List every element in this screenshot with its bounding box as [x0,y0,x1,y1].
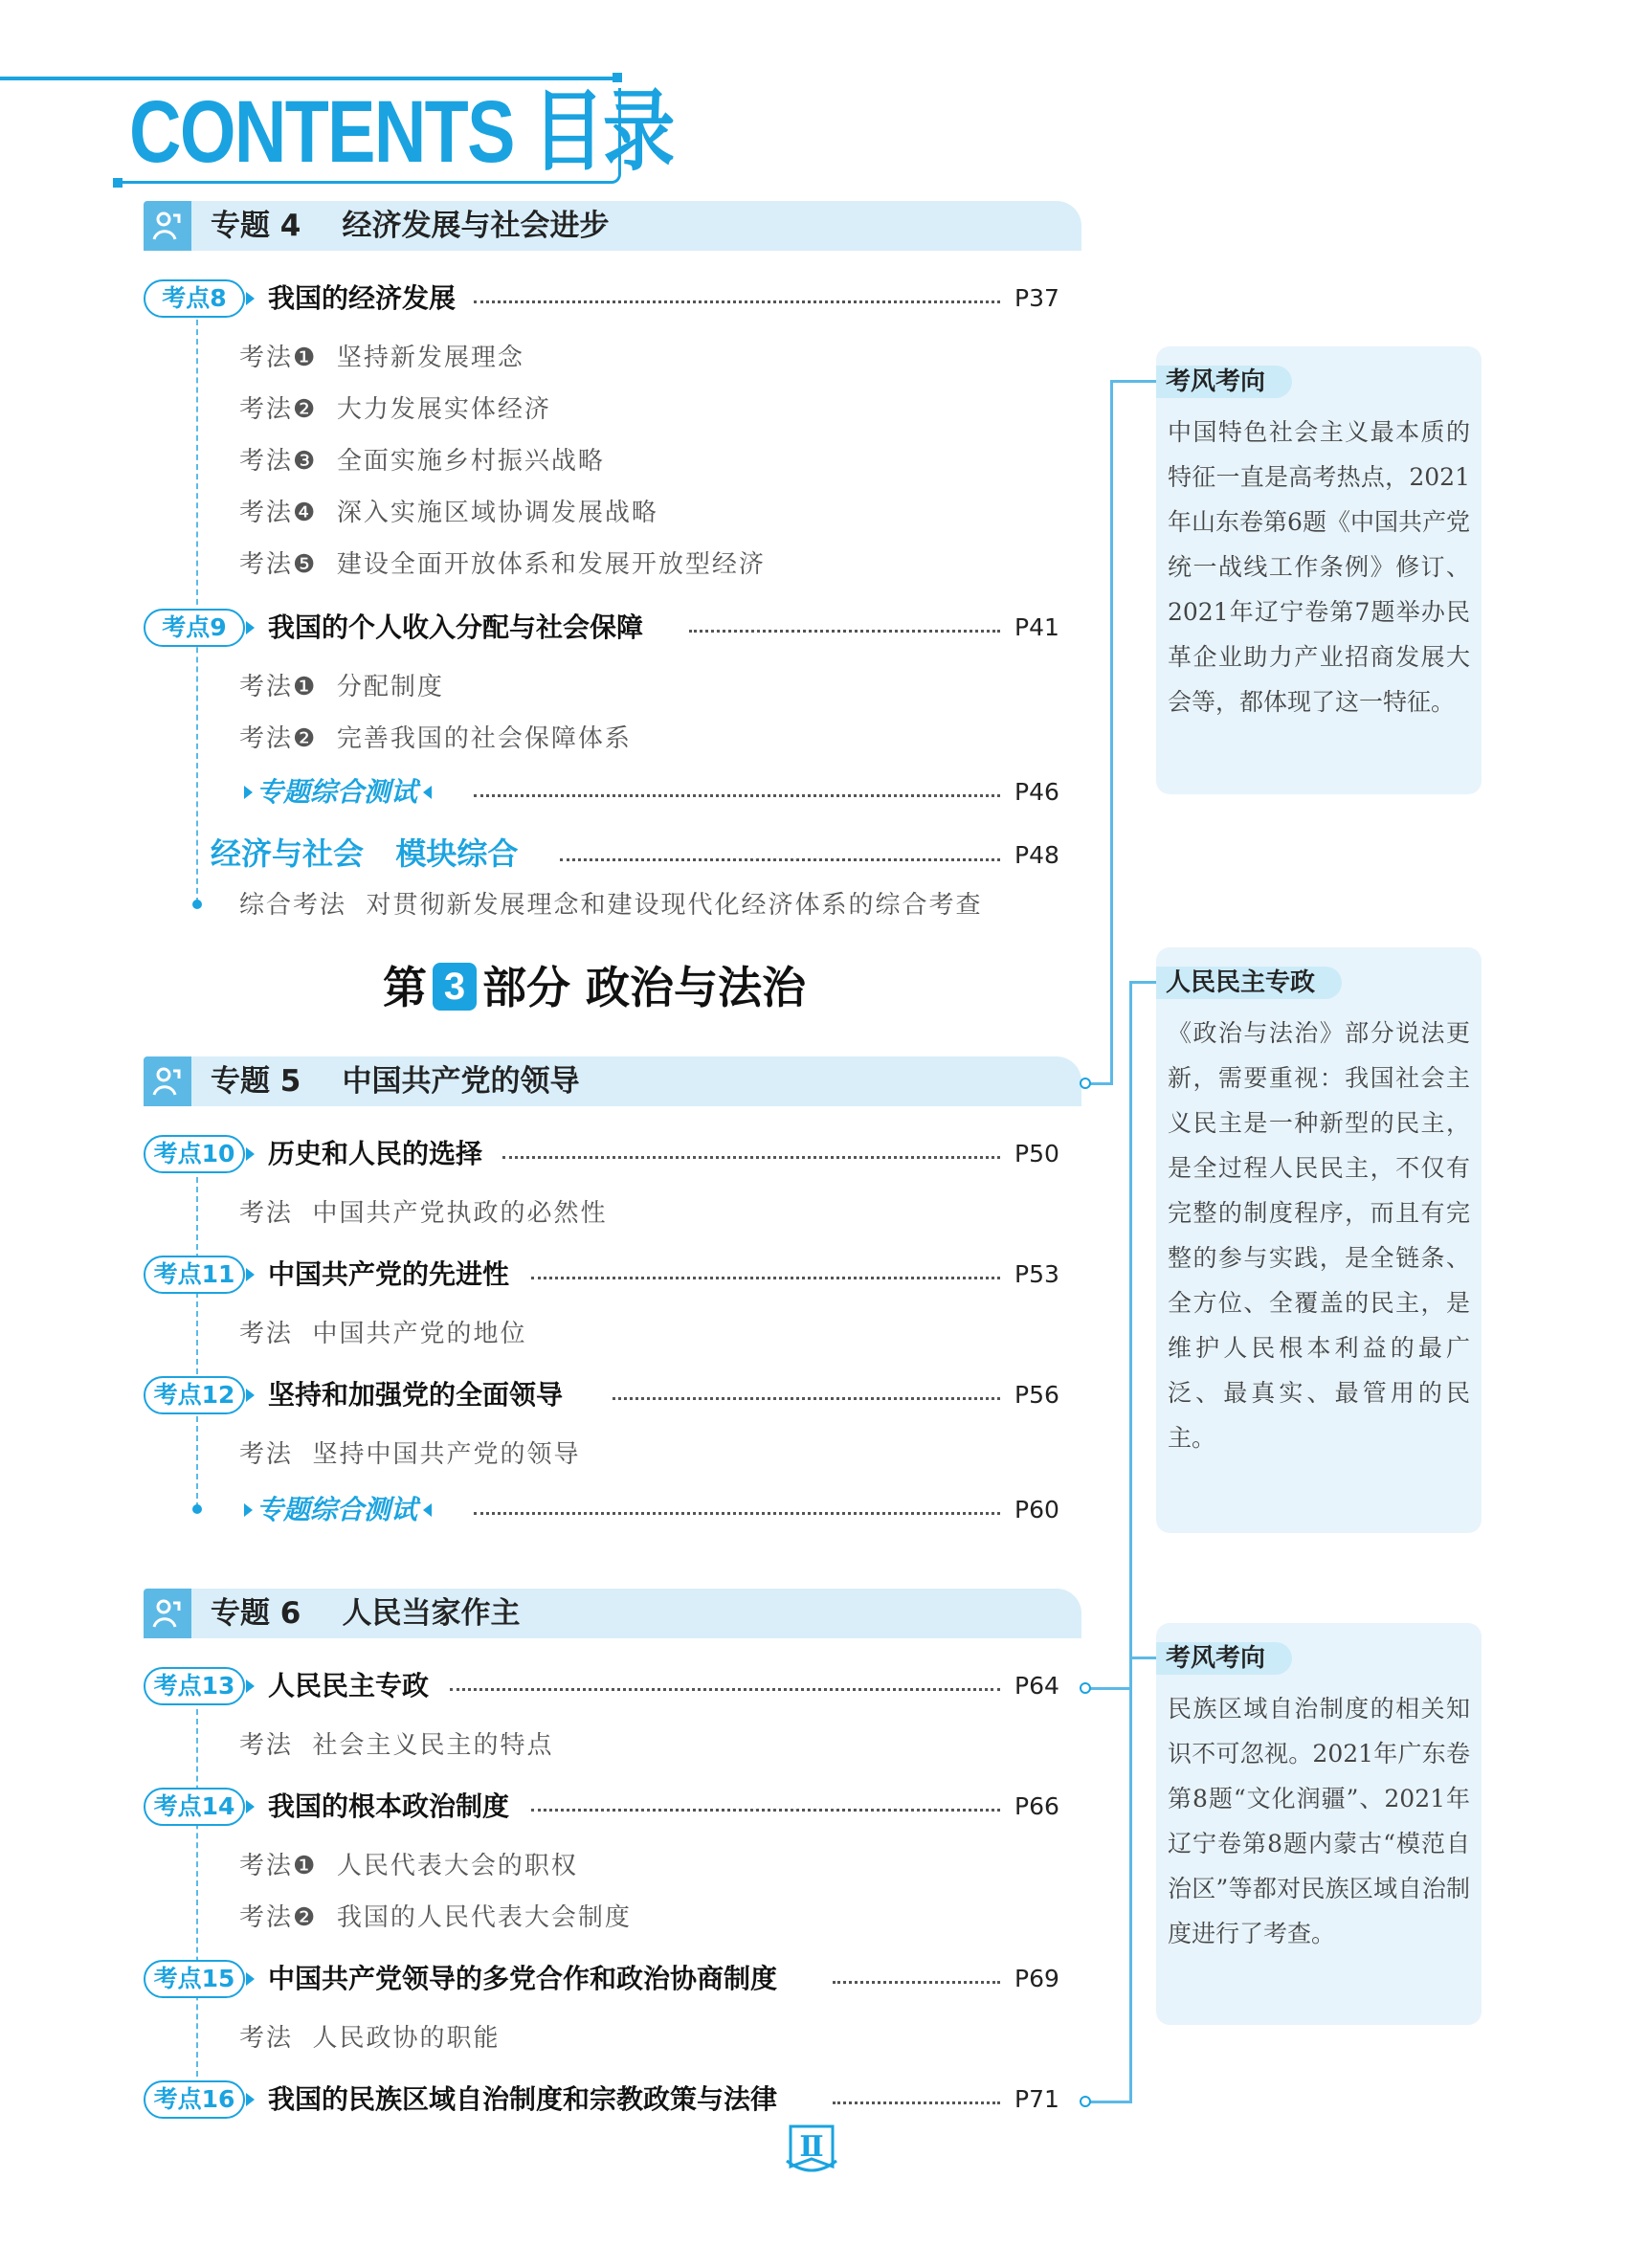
side-note-tag: 考风考向 [1156,366,1292,398]
kaofa-item: 考法❷ 大力发展实体经济 [239,395,551,424]
kaodian-title[interactable]: 中国共产党的先进性 [268,1258,510,1290]
side-note [1156,947,1482,1533]
page-number: P56 [1014,1381,1059,1409]
connector-line [1129,981,1132,1689]
kaodian-tag: 考点16 [144,2080,245,2119]
kaofa-item: 考法❶ 人民代表大会的职权 [239,1852,578,1880]
kaodian-tag: 考点11 [144,1256,245,1294]
side-note-tag: 考风考向 [1156,1642,1292,1675]
kaodian-title[interactable]: 我国的经济发展 [268,282,457,314]
kaofa-item: 考法❶ 分配制度 [239,673,444,701]
kaodian-arrow-icon [246,1389,255,1402]
connector-line [1089,1082,1113,1085]
play-right-icon [244,786,253,799]
page-number: P41 [1014,613,1059,641]
kaofa-item: 考法 中国共产党的地位 [239,1320,527,1348]
side-note-text: 《政治与法治》部分说法更新，需要重视：我国社会主义民主是一种新型的民主，是全过程人民民主，不仅有完整的制度程序，而且有完整的参与实践，是全链条、全方位、全覆盖的民主，是维护人民根本利益的最广泛、最真实、最管用的民主。 [1168,1019,1470,1452]
connector-line [1110,380,1113,1084]
leader-dots [502,1156,1000,1159]
kaodian-title[interactable]: 中国共产党领导的多党合作和政治协商制度 [268,1963,778,1994]
topic-title: 专题 5 中国共产党的领导 [211,1064,580,1099]
topic-test-label: 专题综合测试 [256,776,418,808]
kaodian-title[interactable]: 我国的民族区域自治制度和宗教政策与法律 [268,2083,778,2115]
play-left-icon [423,1503,432,1517]
page-number: P37 [1014,284,1059,312]
kaofa-item: 考法❷ 完善我国的社会保障体系 [239,724,632,753]
leader-dots [531,1277,1000,1279]
page-title: CONTENTS 目录 [129,83,674,181]
topic-title: 专题 4 经济发展与社会进步 [211,209,610,243]
page-number: P53 [1014,1260,1059,1288]
part-heading [383,957,806,1018]
kaodian-tag: 考点10 [144,1135,245,1173]
topic-test-link[interactable] [244,1491,432,1529]
page-number: P50 [1014,1140,1059,1167]
page-number: P48 [1014,841,1059,869]
kaofa-item: 考法❶ 坚持新发展理念 [239,344,524,372]
outline-guide-dot [192,900,202,909]
part-number: 3 [433,963,477,1011]
side-note-text: 中国特色社会主义最本质的特征一直是高考热点，2021年山东卷第6题《中国共产党统一战线工作条例》修订、2021年辽宁卷第7题举办民革企业助力产业招商发展大会等，都体现了这一特征。 [1168,418,1470,716]
kaodian-title[interactable]: 人民民主专政 [268,1670,430,1701]
connector-dot [1080,1078,1091,1089]
play-left-icon [423,786,432,799]
part-prefix: 第 [383,962,427,1013]
footer-page-number: Ⅱ [799,2130,824,2164]
kaodian-title[interactable]: 坚持和加强党的全面领导 [268,1379,564,1411]
connector-dot [1080,1682,1091,1694]
connector-line [1089,2101,1132,2103]
kaodian-arrow-icon [246,292,255,305]
kaodian-arrow-icon [246,2093,255,2106]
outline-guide-line [196,1709,198,2077]
leader-dots [613,1397,1000,1400]
page-number: P64 [1014,1672,1059,1700]
topic-icon [144,1589,191,1638]
leader-dots [531,1809,1000,1812]
leader-dots [560,858,1000,861]
header-corner-square [613,73,622,82]
page-number: P71 [1014,2085,1059,2113]
kaodian-title[interactable]: 我国的根本政治制度 [268,1790,510,1822]
leader-dots [689,630,1000,633]
leader-dots [474,1512,1000,1515]
topic-title: 专题 6 人民当家作主 [211,1596,521,1631]
page-number: P66 [1014,1792,1059,1820]
kaofa-item: 考法❷ 我国的人民代表大会制度 [239,1903,632,1932]
kaodian-arrow-icon [246,1679,255,1693]
kaodian-tag: 考点13 [144,1667,245,1705]
kaofa-item: 考法 坚持中国共产党的领导 [239,1440,581,1469]
connector-dot [1080,2096,1091,2107]
side-note-text: 民族区域自治制度的相关知识不可忽视。2021年广东卷第8题“文化润疆”、2021年辽宁卷第8题内蒙古“模范自治区”等都对民族区域自治制度进行了考查。 [1168,1695,1470,1947]
module-title[interactable]: 经济与社会 模块综合 [211,835,519,872]
kaodian-tag: 考点8 [144,279,245,318]
page-number: P69 [1014,1965,1059,1992]
topic-icon [144,201,191,251]
connector-line [1129,981,1156,984]
kaodian-arrow-icon [246,621,255,634]
leader-dots [833,1981,1000,1984]
page-number: P46 [1014,778,1059,806]
kaodian-tag: 考点14 [144,1788,245,1826]
topic-test-label: 专题综合测试 [256,1494,418,1525]
topic-bar [144,1589,1081,1638]
kaofa-item: 综合考法 对贯彻新发展理念和建设现代化经济体系的综合考查 [239,891,983,920]
kaodian-arrow-icon [246,1972,255,1986]
kaofa-item: 考法 中国共产党执政的必然性 [239,1199,608,1228]
page-number: P60 [1014,1496,1059,1523]
connector-line [1129,1657,1132,2102]
kaodian-title[interactable]: 我国的个人收入分配与社会保障 [268,611,644,643]
play-right-icon [244,1503,253,1517]
side-note-tag: 人民民主专政 [1156,967,1342,999]
topic-bar [144,1056,1081,1106]
outline-guide-dot [192,1504,202,1514]
kaofa-item: 考法❸ 全面实施乡村振兴战略 [239,447,605,476]
side-note [1156,346,1482,794]
kaodian-arrow-icon [246,1268,255,1281]
kaodian-title[interactable]: 历史和人民的选择 [268,1138,483,1169]
leader-dots [474,794,1000,797]
kaodian-arrow-icon [246,1800,255,1813]
leader-dots [474,300,1000,303]
topic-bar [144,201,1081,251]
kaofa-item: 考法❺ 建设全面开放体系和发展开放型经济 [239,550,766,579]
connector-line [1089,1687,1132,1690]
leader-dots [833,2101,1000,2104]
footer-page-badge [785,2123,838,2182]
connector-line [1129,1657,1156,1659]
kaodian-tag: 考点12 [144,1376,245,1414]
header-rule [0,77,613,80]
outline-guide-line [196,1177,198,1508]
part-title: 部分 政治与法治 [482,962,807,1013]
kaofa-item: 考法 人民政协的职能 [239,2024,501,2053]
kaofa-item: 考法 社会主义民主的特点 [239,1731,554,1760]
topic-test-link[interactable] [244,773,432,812]
connector-line [1110,380,1156,383]
kaofa-item: 考法❹ 深入实施区域协调发展战略 [239,499,658,527]
kaodian-arrow-icon [246,1147,255,1161]
topic-icon [144,1056,191,1106]
kaodian-tag: 考点15 [144,1960,245,1998]
side-note [1156,1623,1482,2025]
leader-dots [450,1688,1000,1691]
kaodian-tag: 考点9 [144,609,245,647]
